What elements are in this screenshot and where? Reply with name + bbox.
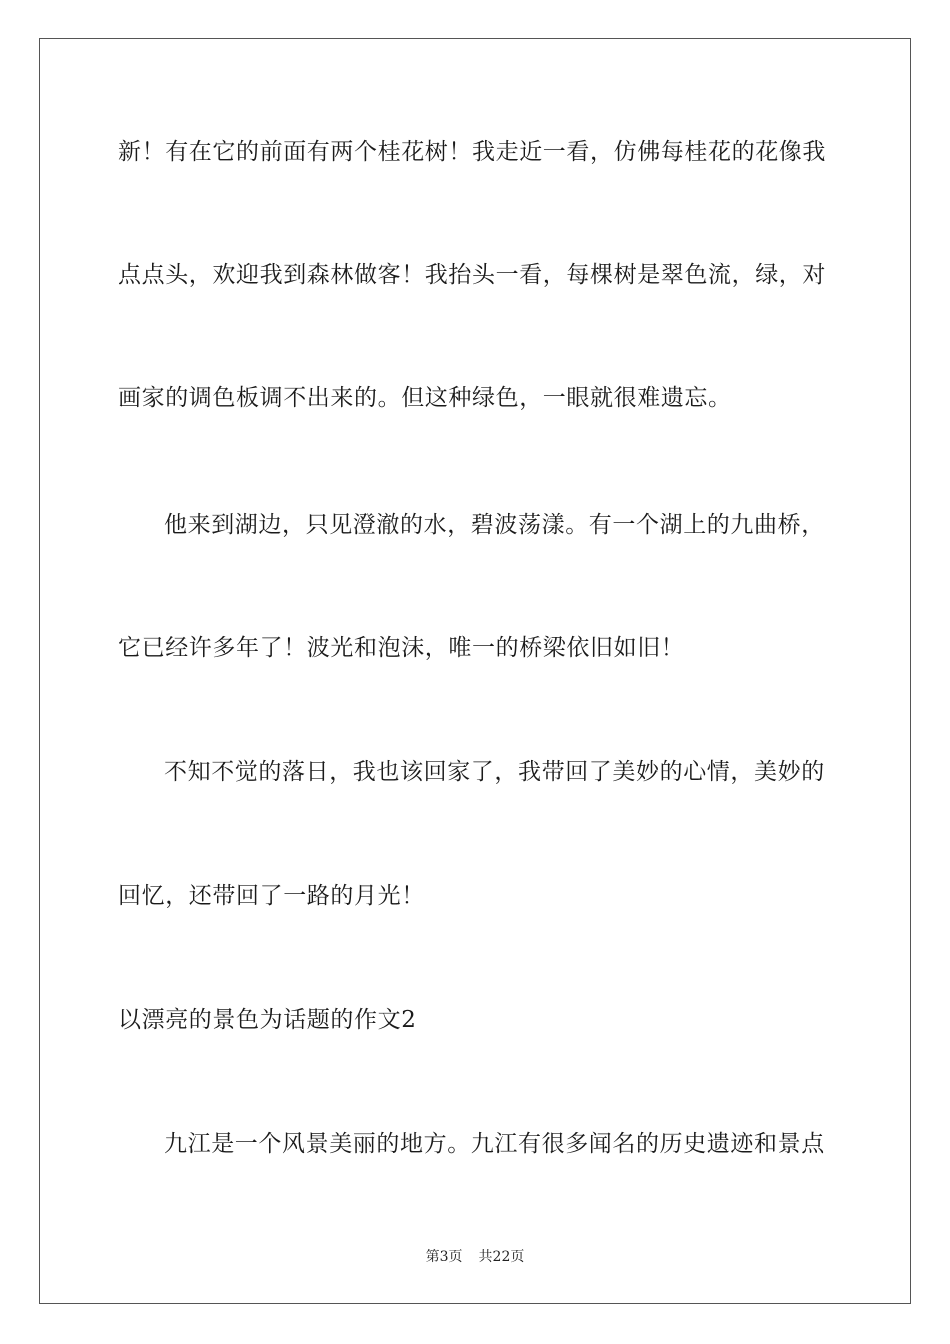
paragraph-first-line: 九江是一个风景美丽的地方。九江有很多闻名的历史遗迹和景点	[164, 1131, 825, 1157]
page-total: 共22页	[478, 1249, 525, 1265]
page-footer	[0, 1247, 950, 1267]
paragraph-first-line: 他来到湖边，只见澄澈的水，碧波荡漾。有一个湖上的九曲桥，	[164, 512, 825, 538]
text-line: 新！有在它的前面有两个桂花树！我走近一看，仿佛每桂花的花像我	[118, 139, 826, 165]
text-line: 点点头，欢迎我到森林做客！我抬头一看，每棵树是翠色流，绿，对	[118, 262, 826, 288]
text-line: 它已经许多年了！波光和泡沫，唯一的桥梁依旧如旧！	[118, 635, 685, 661]
page-border	[39, 38, 911, 1304]
paragraph-first-line: 不知不觉的落日，我也该回家了，我带回了美妙的心情，美妙的	[164, 759, 825, 785]
text-line: 回忆，还带回了一路的月光！	[118, 883, 425, 909]
text-line: 画家的调色板调不出来的。但这种绿色，一眼就很难遗忘。	[118, 385, 732, 411]
section-heading: 以漂亮的景色为话题的作文2	[118, 1007, 417, 1033]
page-number: 第3页	[425, 1249, 463, 1265]
